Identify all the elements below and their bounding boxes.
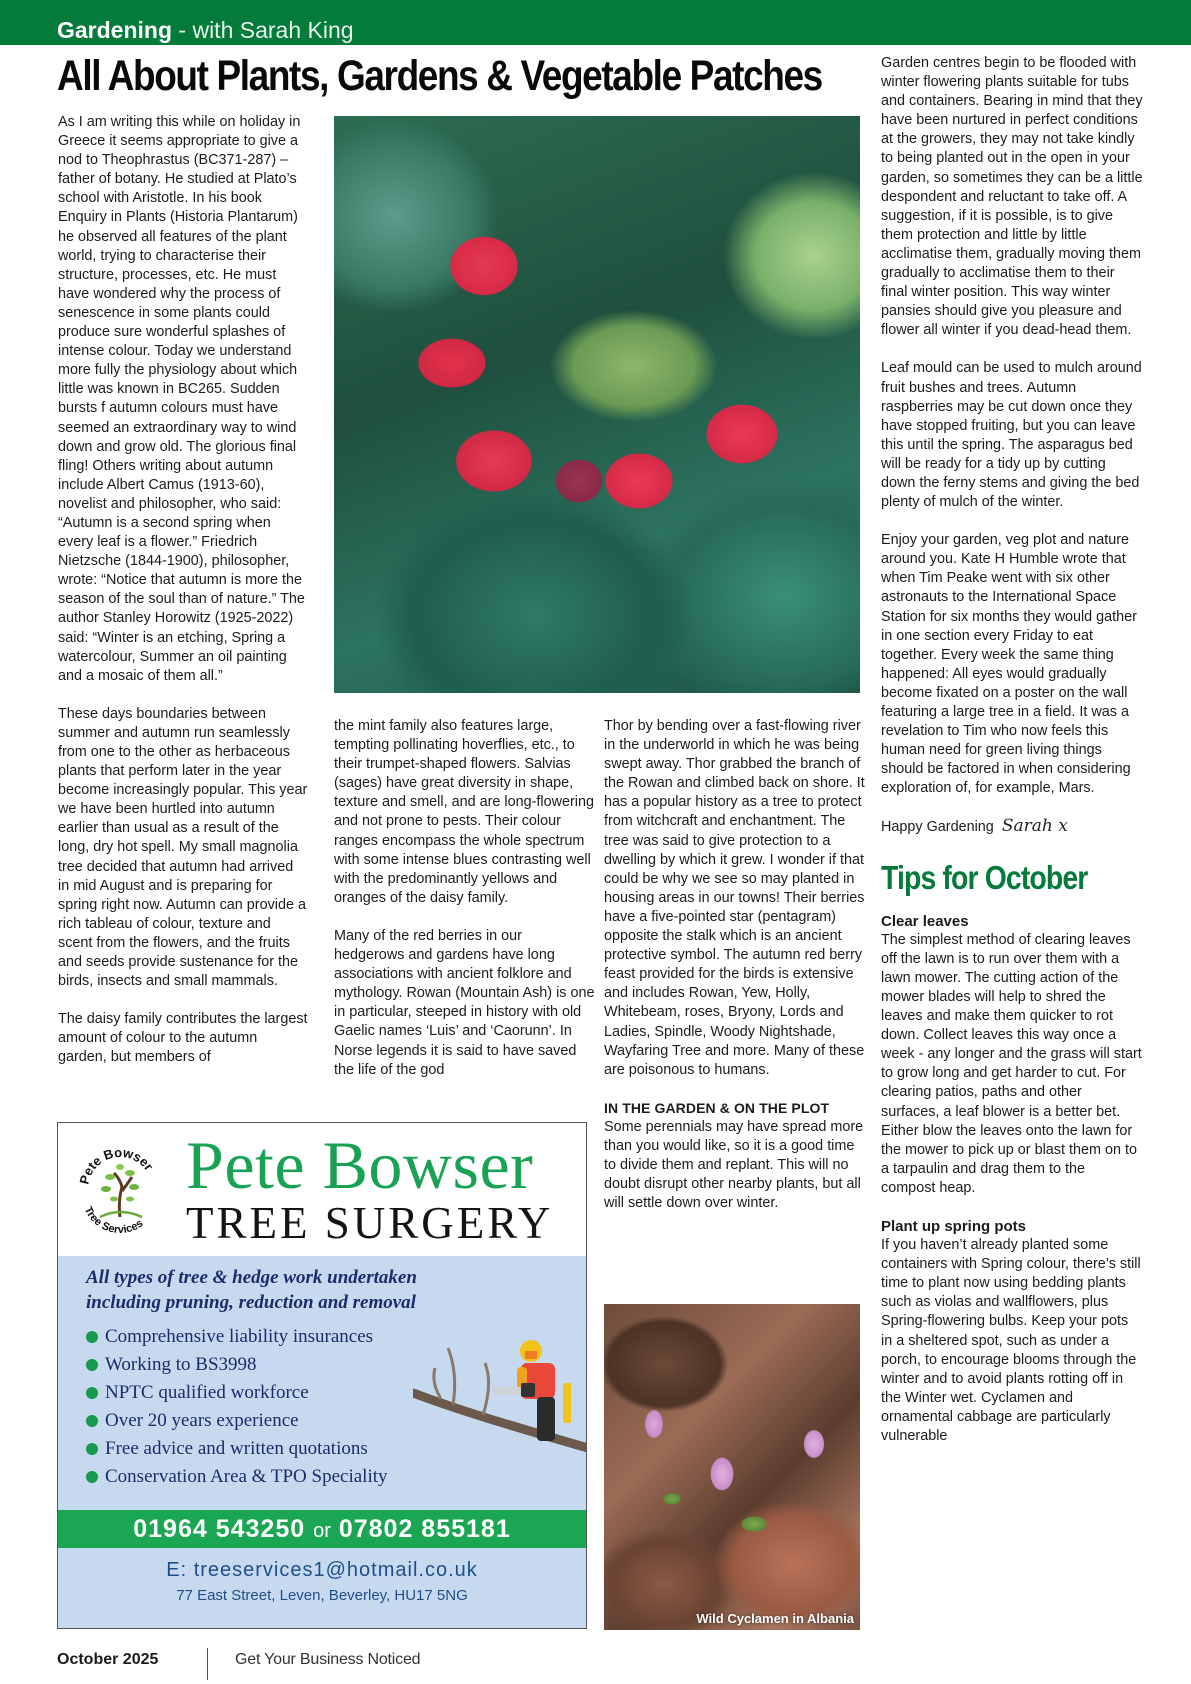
advert-email[interactable]: E: treeservices1@hotmail.co.uk bbox=[166, 1559, 478, 1581]
article-column-2 bbox=[334, 717, 596, 1099]
tree-surgeon-illustration bbox=[413, 1323, 587, 1473]
phone-or: or bbox=[313, 1520, 331, 1542]
article-column-3 bbox=[604, 717, 866, 1232]
paragraph: The daisy family contributes the largest amount of colour to the autumn garden, but members of bbox=[58, 1011, 308, 1066]
advert-services-list bbox=[86, 1323, 388, 1491]
phone-number-2[interactable]: 07802 855181 bbox=[338, 1515, 511, 1543]
service-item bbox=[86, 1379, 388, 1407]
service-label: Over 20 years experience bbox=[105, 1410, 299, 1431]
paragraph: Some perennials may have spread more than you would like, so it is a good time to divide them and replant. This will no doubt disrupt other nearby plants, but all will settle down over winter. bbox=[604, 1118, 864, 1212]
tip-title: Plant up spring pots bbox=[881, 1217, 1026, 1235]
service-item bbox=[86, 1407, 388, 1435]
bullet-icon bbox=[86, 1443, 98, 1455]
bullet-icon bbox=[86, 1359, 98, 1371]
svg-text:Tree Services: Tree Services bbox=[81, 1204, 146, 1237]
footer-tagline: Get Your Business Noticed bbox=[235, 1651, 421, 1668]
subheading: IN THE GARDEN & ON THE PLOT bbox=[604, 1099, 830, 1116]
svg-text:Pete Bowser: Pete Bowser bbox=[76, 1144, 157, 1186]
advert-phone-bar bbox=[58, 1510, 586, 1548]
paragraph: As I am writing this while on holiday in Greece it seems appropriate to give a nod to Theophrastus (BC371-287) – father of botany. He studied at Plato’s school with Aristotle. In his book Enquiry in Plants (Historia Plantarum) he observed all features of the plant world, trying to characterise their structure, processes, etc. He must have wondered why the process of senescence in some plants could produce sure wonderful splashes of intense colour. Today we understand more fully the physiology about which little was known in BC265. Sudden bursts f autumn colours must have seemed an extraordinary way to wind down and grow old. The glorious final fling! Others writing about autumn include Albert Camus (1913-60), novelist and philosopher, who said: “Autumn is a second spring when every leaf is a flower.” Friedrich Nietzsche (1844-1900), philosopher, wrote: “Notice that autumn is more the season of the soul than of nature.” The author Stanley Horowitz (1925-2022) said: “Winter is an etching, Spring a watercolour, Summer an oil painting and a mosaic of them all.” bbox=[58, 114, 305, 684]
photo-caption: Wild Cyclamen in Albania bbox=[696, 1611, 854, 1626]
advert-company-name: Pete Bowser bbox=[186, 1127, 534, 1203]
bullet-icon bbox=[86, 1471, 98, 1483]
section-kicker bbox=[57, 16, 354, 44]
paragraph: Thor by bending over a fast-flowing river in the underworld in which he was being swept away. Thor grabbed the branch of the Rowan and climbed back on shore. It has a popular history as a tree to protect from witchcraft and enchantment. The tree was said to give protection to a dwelling by which it grew. I wonder if that could be why we see so may planted in housing areas in our towns! Their berries have a five-pointed star (pentagram) opposite the stalk which is an ancient protective symbol. The autumn red berry feast provided for the birds is extensive and includes Rowan, Yew, Holly, Whitebeam, roses, Bryony, Lords and Ladies, Spindle, Woody Nightshade, Wayfaring Tree and more. Many of these are poisonous to humans. bbox=[604, 718, 865, 1078]
advert-address: 77 East Street, Leven, Beverley, HU17 5NG bbox=[176, 1587, 468, 1604]
phone-number-1[interactable]: 01964 543250 bbox=[133, 1515, 306, 1543]
tree-logo-icon bbox=[70, 1137, 170, 1237]
signoff-text: Happy Gardening bbox=[881, 819, 994, 836]
paragraph: the mint family also features large, tempting pollinating hoverflies, etc., to their trumpet-shaped flowers. Salvias (sages) have great diversity in shape, texture and smell, and are long-flowering and not prone to pests. Their colour ranges encompass the whole spectrum with some intense blues contrasting well with the predominantly yellows and oranges of the daisy family. bbox=[334, 718, 594, 906]
tip-title: Clear leaves bbox=[881, 912, 969, 930]
bullet-icon bbox=[86, 1387, 98, 1399]
bullet-icon bbox=[86, 1415, 98, 1427]
issue-date: October 2025 bbox=[57, 1651, 159, 1668]
tip-body: If you haven’t already planted some containers with Spring colour, there’s still time to plant now using bedding plants such as violas and wallflowers, plus Spring-flowering bulbs. Keep your pots in a sheltered spot, such as under a porch, to encourage blooms through the winter and to avoid plants rotting off in the Winter wet. Cyclamen and ornamental cabbage are particularly vulnerable bbox=[881, 1237, 1141, 1444]
service-label: Free advice and written quotations bbox=[105, 1438, 368, 1459]
service-item bbox=[86, 1435, 388, 1463]
advert-header bbox=[58, 1123, 586, 1256]
advert-tagline bbox=[86, 1265, 417, 1315]
article-title: All About Plants, Gardens & Vegetable Patches bbox=[57, 52, 822, 100]
tree-surgery-advert bbox=[57, 1122, 587, 1629]
service-label: NPTC qualified workforce bbox=[105, 1382, 309, 1403]
section-byline: - with Sarah King bbox=[172, 17, 354, 43]
tips-heading: Tips for October bbox=[881, 858, 1088, 896]
service-item bbox=[86, 1323, 388, 1351]
advert-tagline-line: All types of tree & hedge work undertaken bbox=[86, 1267, 417, 1288]
signoff bbox=[881, 817, 1143, 837]
paragraph: Enjoy your garden, veg plot and nature around you. Kate H Humble wrote that when Tim Peake went with six other astronauts to the International Space Station for six months they would gather in one section every Friday to eat together. Every week the same thing happened: All eyes would gradually become fixated on a poster on the wall featuring a large tree in a field. It was a revelation to Tim who now feels this human need for green living things should be factored in when considering exploration of, for example, Mars. bbox=[881, 532, 1137, 797]
article-column-4 bbox=[881, 54, 1143, 1465]
page-footer bbox=[57, 1650, 657, 1684]
service-item bbox=[86, 1351, 388, 1379]
advert-tagline-line: including pruning, reduction and removal bbox=[86, 1292, 416, 1313]
service-label: Comprehensive liability insurances bbox=[105, 1326, 374, 1347]
paragraph: Leaf mould can be used to mulch around fruit bushes and trees. Autumn raspberries may be cut down once they have stopped fruiting, but you can leave this until the spring. The asparagus bed will be ready for a tidy up by cutting down the ferny stems and giving the bed plenty of mulch of the winter. bbox=[881, 360, 1142, 511]
section-name: Gardening bbox=[57, 17, 173, 43]
footer-divider bbox=[207, 1648, 208, 1680]
paragraph: These days boundaries between summer and autumn run seamlessly from one to the other as herbaceous plants that perform later in the year become increasingly popular. This year we have been hurtled into autumn earlier than usual as a result of the long, dry hot spell. My small magnolia tree decided that autumn had arrived in mid August and is preparing for spring right now. Autumn can provide a rich tableau of colour, texture and scent from the flowers, and the fruits and seeds provide sustenance for the birds, insects and small mammals. bbox=[58, 705, 308, 990]
signature: Sarah x bbox=[1001, 816, 1068, 837]
advert-company-subtitle: TREE SURGERY bbox=[186, 1198, 554, 1248]
cyclamen-photo bbox=[604, 1304, 860, 1630]
paragraph: Garden centres begin to be flooded with winter flowering plants suitable for tubs and containers. Bearing in mind that they have been nurtured in perfect conditions at the growers, they may not take kindly to being planted out in the open in your garden, so sometimes they can be a little despondent and reluctant to take off. A suggestion, if it is possible, is to give them protection and little by little acclimatise them, gradually moving them gradually to acclimatise them to their final winter position. This way winter pansies should give you pleasure and flower all winter if you dead-head them. bbox=[881, 55, 1143, 339]
article-column-1 bbox=[58, 113, 308, 1087]
paragraph: Many of the red berries in our hedgerows and gardens have long associations with ancient folklore and mythology. Rowan (Mountain Ash) is one in particular, steeped in history with old Gaelic names ‘Luis’ and ‘Caorunn’. In Norse legends it is said to have saved the life of the god bbox=[334, 927, 595, 1078]
section-header-band bbox=[0, 0, 1191, 45]
rose-hips-photo bbox=[334, 116, 860, 693]
service-label: Working to BS3998 bbox=[105, 1354, 257, 1375]
tip-body: The simplest method of clearing leaves off the lawn is to run over them with a lawn mower. The cutting action of the mower blades will help to shred the leaves and make them quicker to rot down. Collect leaves this way once a week - any longer and the grass will start to grow long and get harder to cut. For clearing patios, paths and other surfaces, a leaf blower is a better bet. Either blow the leaves onto the lawn for the mower to pick up or blast them on to a tarpaulin and drag them to the compost heap. bbox=[881, 931, 1142, 1196]
service-label: Conservation Area & TPO Speciality bbox=[105, 1466, 388, 1487]
bullet-icon bbox=[86, 1331, 98, 1343]
service-item bbox=[86, 1463, 388, 1491]
